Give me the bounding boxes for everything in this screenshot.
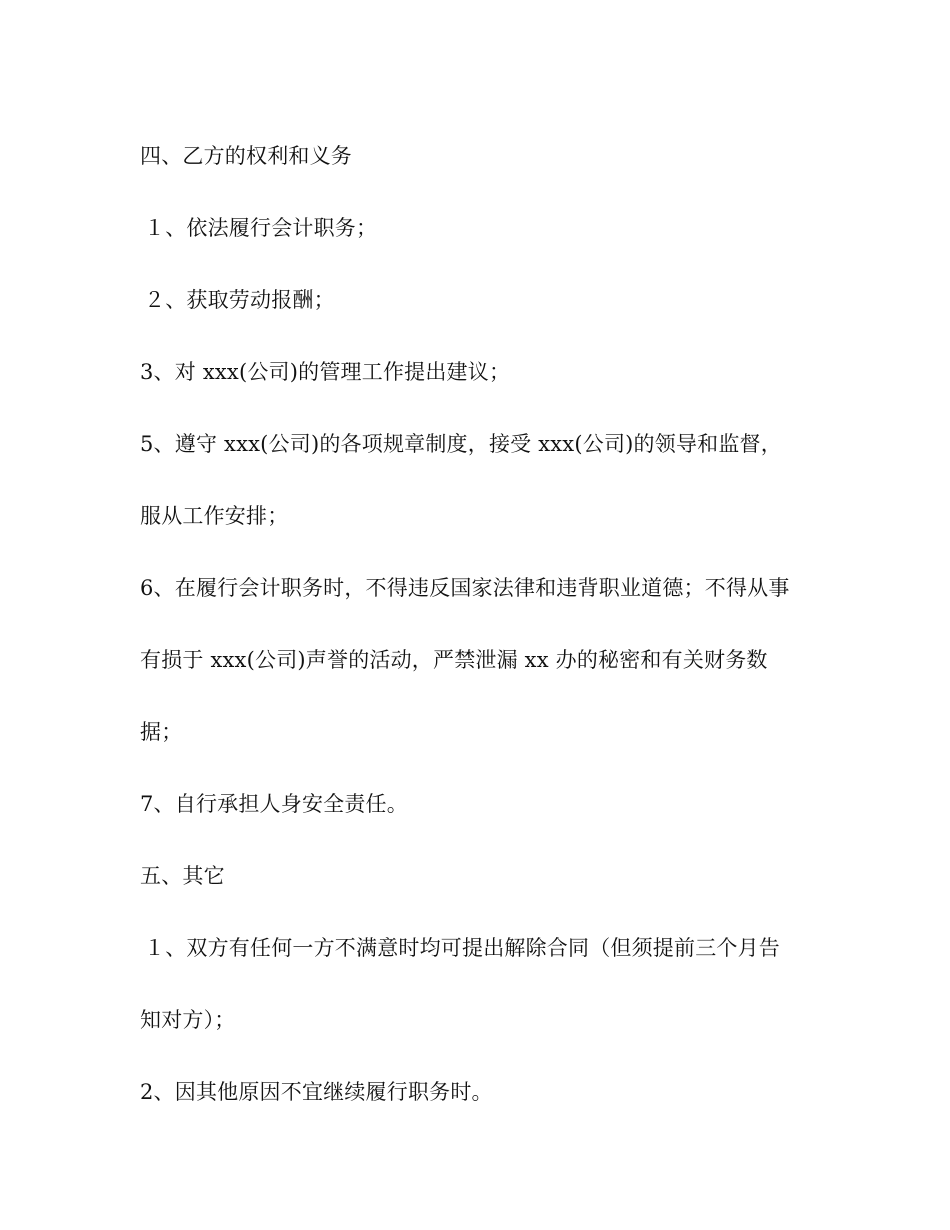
paragraph-line: １、双方有任何一方不满意时均可提出解除合同（但须提前三个月告 xyxy=(144,936,780,960)
paragraph-line: 2、因其他原因不宜继续履行职务时。 xyxy=(140,1080,493,1104)
section-heading-party-b-rights: 四、乙方的权利和义务 xyxy=(140,144,352,168)
document-body xyxy=(140,120,820,1128)
paragraph-line: 3、对 xxx(公司)的管理工作提出建议； xyxy=(140,360,511,384)
section-heading-other: 五、其它 xyxy=(140,864,225,888)
paragraph-line: 6、在履行会计职务时，不得违反国家法律和违背职业道德；不得从事 xyxy=(140,576,790,600)
paragraph-line: 7、自行承担人身安全责任。 xyxy=(140,792,408,816)
paragraph-line: 据； xyxy=(140,720,183,744)
paragraph-line: 服从工作安排； xyxy=(140,504,289,528)
paragraph-line: 知对方）； xyxy=(140,1008,236,1032)
paragraph-line: １、依法履行会计职务； xyxy=(144,216,378,240)
paragraph-line: 有损于 xxx(公司)声誉的活动，严禁泄漏 xx 办的秘密和有关财务数 xyxy=(140,648,768,672)
paragraph-line: ２、获取劳动报酬； xyxy=(144,288,335,312)
paragraph-line: 5、遵守 xxx(公司)的各项规章制度，接受 xxx(公司)的领导和监督， xyxy=(140,432,782,456)
